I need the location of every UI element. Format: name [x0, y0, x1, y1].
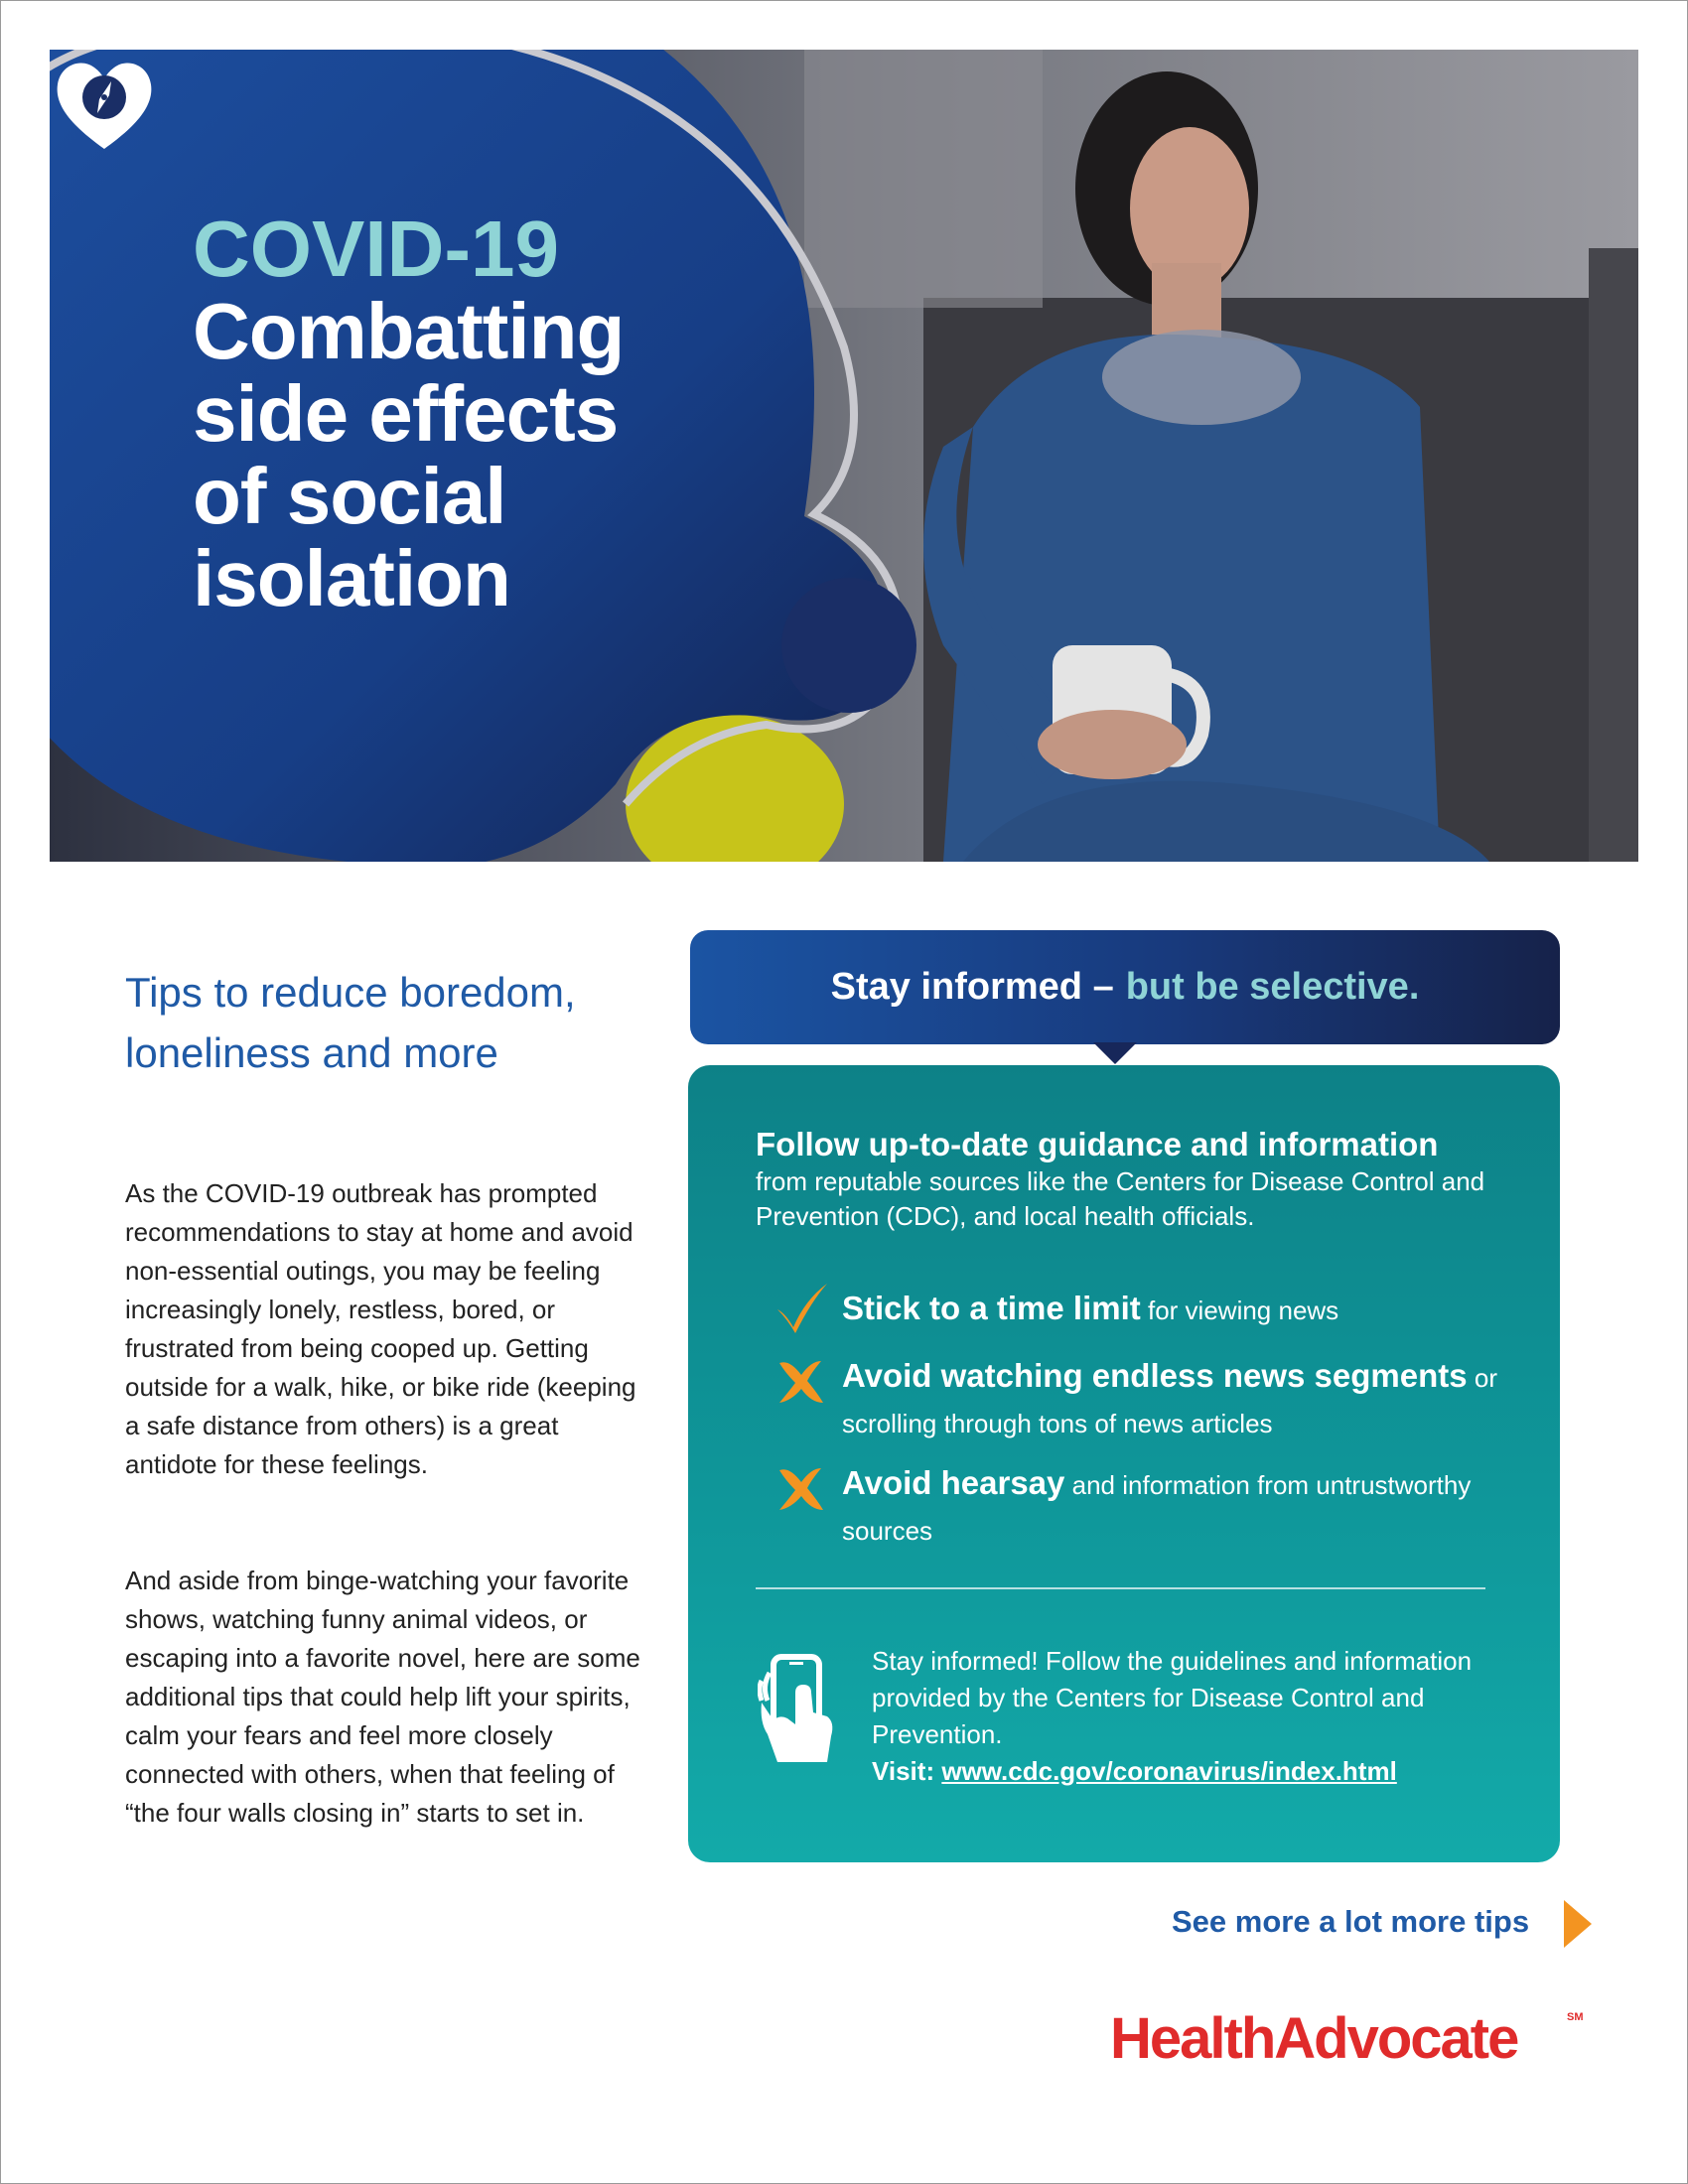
guidance-panel — [688, 1065, 1560, 1862]
tip-text — [842, 1282, 1517, 1335]
heart-compass-icon — [50, 50, 159, 159]
hero-eyebrow: COVID-19 — [193, 205, 559, 293]
cdc-link[interactable]: www.cdc.gov/coronavirus/index.html — [941, 1755, 1397, 1786]
hero-title-line-2: side effects — [193, 368, 619, 458]
divider — [756, 1587, 1485, 1589]
callout-main-text: Stay informed – — [830, 966, 1114, 1008]
callout-pointer — [1093, 1042, 1137, 1064]
hero-title-line-1: Combatting — [193, 286, 625, 375]
service-mark: SM — [1567, 2011, 1584, 2023]
hero-title-block — [193, 205, 788, 623]
tips-heading: Tips to reduce boredom, loneliness and more — [125, 969, 576, 1076]
tip-text — [842, 1456, 1517, 1553]
tip-text — [842, 1349, 1517, 1445]
visit-label: Visit: — [872, 1755, 935, 1786]
tips-paragraph: And aside from binge-watching your favorite shows, watching funny animal videos, or escaping into a favorite novel, here are some additional tips that could help lift your spirits, calm your fears and feel more closely connected with others, when that feeling of “the four walls closing in” starts to set in. — [125, 1566, 640, 1828]
guidance-lead — [756, 1125, 1510, 1235]
intro-paragraph: As the COVID-19 outbreak has prompted recommendations to stay at home and avoid non-essential outings, you may be feeling increasingly lonely, restless, bored, or frustrated from being cooped up. Getting outside for a walk, hike, or bike ride (keeping a safe distance from others) is a great antidote for these feelings. — [125, 1178, 636, 1479]
callout-accent-text: but be selective. — [1125, 966, 1420, 1008]
tip-strong-text: Avoid hearsay — [842, 1464, 1065, 1501]
tip-strong-text: Stick to a time limit — [842, 1290, 1141, 1326]
hero-title-line-4: isolation — [193, 534, 510, 623]
hero-banner — [50, 50, 1638, 862]
x-mark-icon — [772, 1460, 831, 1516]
tip-detail-text: for viewing news — [1147, 1296, 1339, 1325]
guidance-lead-text: from reputable sources like the Centers for Disease Control and Prevention (CDC), and local health officials. — [756, 1165, 1485, 1232]
tip-detail-text: and information from untrustworthy sources — [842, 1470, 1472, 1547]
stay-informed-callout — [690, 930, 1560, 1044]
x-mark-icon — [772, 1353, 831, 1409]
smartphone-hand-icon — [758, 1653, 841, 1768]
healthadvocate-logo: HealthAdvocate — [1110, 2006, 1518, 2071]
checkmark-icon — [772, 1280, 831, 1335]
tip-detail-text: or scrolling through tons of news articles — [842, 1363, 1497, 1439]
cdc-footer-body: Stay informed! Follow the guidelines and information provided by the Centers for Disease Control and Prevention. — [872, 1646, 1473, 1749]
cdc-footer-text — [872, 1643, 1487, 1790]
hero-title-line-3: of social — [193, 451, 506, 540]
see-more-tips-link[interactable]: See more a lot more tips — [1172, 1904, 1530, 1939]
next-arrow-icon[interactable] — [1562, 1898, 1594, 1950]
guidance-lead-heading: Follow up-to-date guidance and information — [756, 1126, 1439, 1162]
tip-strong-text: Avoid watching endless news segments — [842, 1357, 1468, 1394]
